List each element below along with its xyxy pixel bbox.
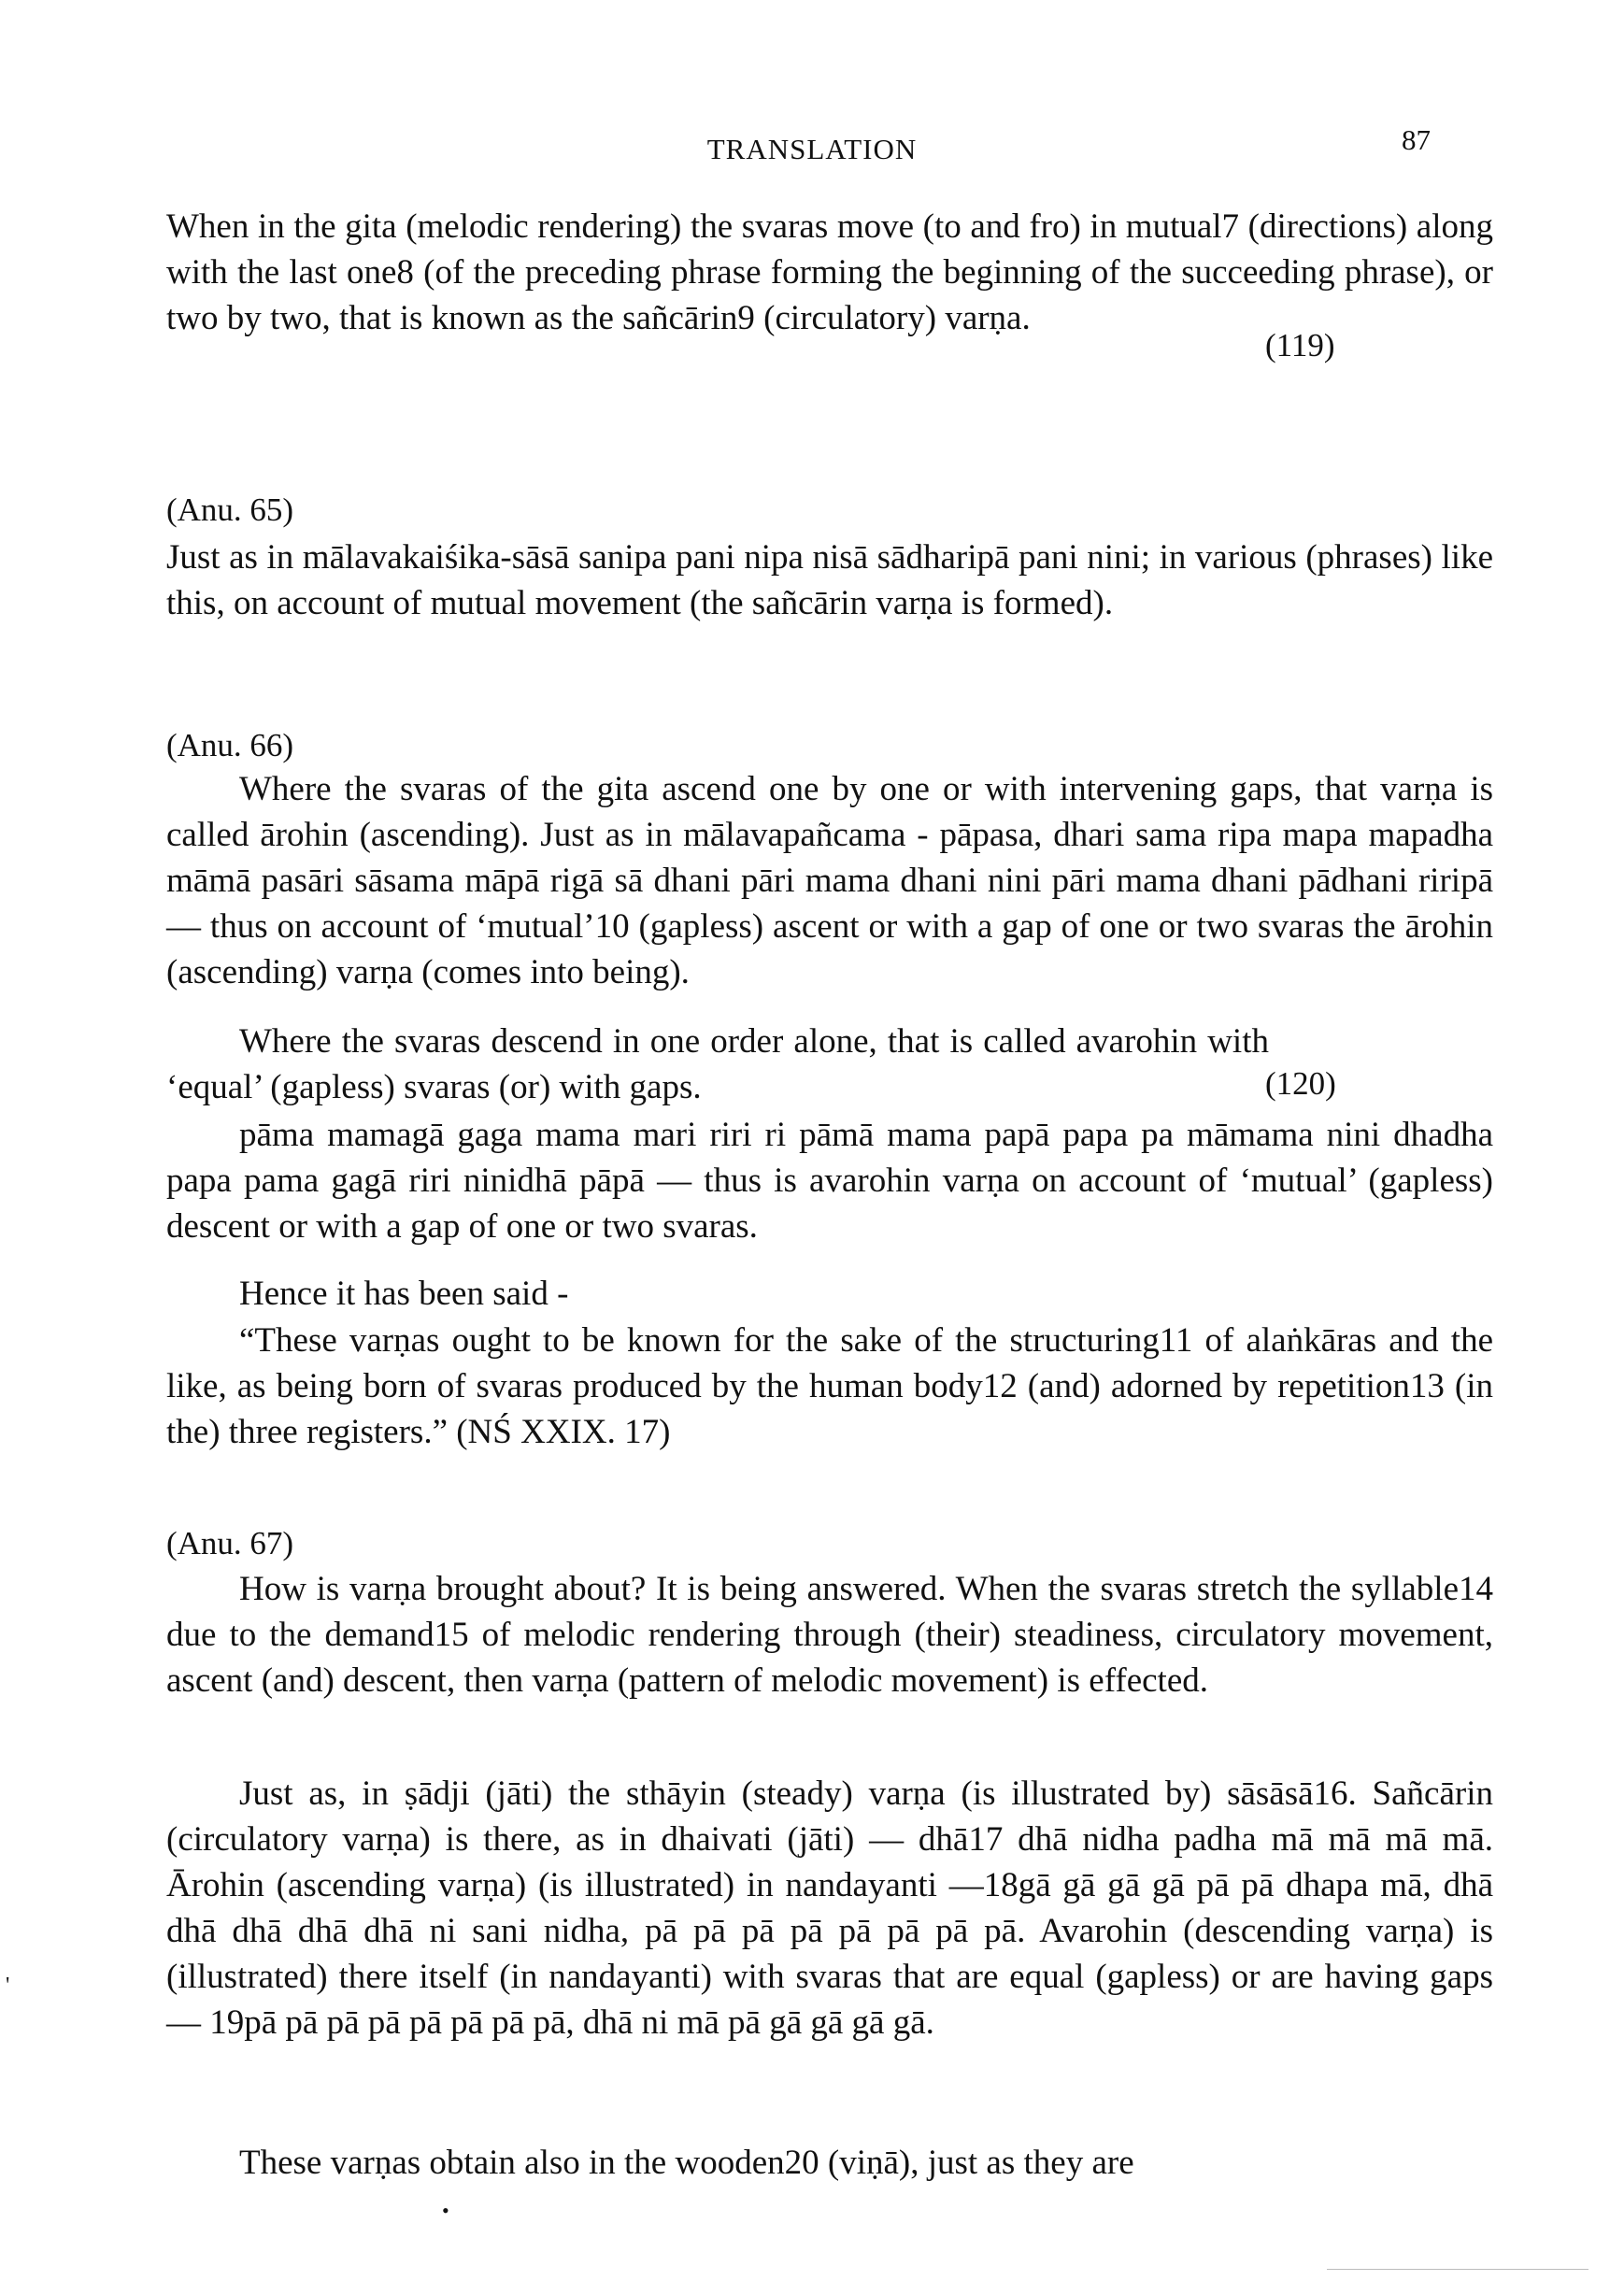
verse-number-120: (120) — [1265, 1065, 1336, 1102]
quote-natyasastra: “These varṇas ought to be known for the sake of the structuring11 of alaṅkāras and the like, as being born of svaras produced by the human body12 (and) adorned by repetition13 (in the) three registers.” (NŚ XXIX. 17) — [166, 1321, 1493, 1451]
anu-heading-65: (Anu. 65) — [166, 492, 294, 528]
paragraph-anu-67: How is varṇa brought about? It is being answered. When the svaras stretch the syllable14 due to the demand15 of melodic rendering through (their) steadiness, circulatory movement, ascent (and) descent, then varṇa (pattern of melodic movement) is effected. — [166, 1570, 1493, 1700]
running-head-title: TRANSLATION — [706, 133, 918, 165]
bottom-edge-line — [1327, 2269, 1588, 2270]
paragraph-anu-65: Just as in mālavakaiśika-sāsā sanipa pani nipa nisā sādharipā pani nini; in various (phrases) like this, on account of mutual movement (the sañcārin varṇa is formed). — [166, 538, 1493, 622]
paragraph-anu-66: Where the svaras of the gita ascend one by one or with intervening gaps, that varṇa is called ārohin (ascending). Just as in mālavapañcama - pāpasa, dhari sama ripa mapa mapadha māmā pasāri sāsama māpā rigā sā dhani pāri mama dhani nini pāri mama dhani pādhani riripā — thus on account of ‘mutual’10 (gapless) ascent or with a gap of one or two svaras the ārohin (ascending) varṇa (comes into being). — [166, 770, 1493, 991]
paragraph-jati-examples: Just as, in ṣādji (jāti) the sthāyin (steady) varṇa (is illustrated by) sāsāsā16. Sañcārin (circulatory varṇa) is there, as in dhaivati (jāti) — dhā17 dhā nidha padha mā mā mā mā. Ārohin (ascending varṇa) (is illustrated) in nandayanti —18gā gā gā gā pā pā dhapa mā, dhā dhā dhā dhā dhā ni sani nidha, pā pā pā pā pā pā pā pā. Avarohin (descending varṇa) is (illustrated) there itself (in nandayanti) with svaras that are equal (gapless) or are having gaps — 19pā pā pā pā pā pā pā pā, dhā ni mā pā gā gā gā gā. — [166, 1775, 1493, 2042]
paragraph-wooden-vina: These varṇas obtain also in the wooden20 (viṇā), just as they are — [239, 2144, 1134, 2182]
anu-heading-67: (Anu. 67) — [166, 1525, 294, 1561]
page-number: 87 — [1402, 123, 1431, 156]
paragraph-verse-119: When in the gita (melodic rendering) the svaras move (to and fro) in mutual7 (directions) along with the last one8 (of the preceding phrase forming the beginning of the succeeding phrase), or two by two, that is known as the sañcārin9 (circulatory) varṇa. — [166, 207, 1493, 337]
verse-number-119: (119) — [1265, 327, 1335, 363]
paragraph-hence-said: Hence it has been said - — [239, 1275, 569, 1313]
paragraph-avarohin-example: pāma mamagā gaga mama mari riri ri pāmā mama papā papa pa māmama nini dhadha papa pama gagā riri ninidhā pāpā — thus is avarohin varṇa on account of ‘mutual’ (gapless) descent or with a gap of one or two svaras. — [166, 1116, 1493, 1246]
anu-heading-66: (Anu. 66) — [166, 727, 294, 763]
stray-mark-edge: ' — [6, 1974, 10, 1998]
stray-mark-dot: • — [442, 2199, 449, 2222]
paragraph-avarohin: Where the svaras descend in one order alone, that is called avarohin with ‘equal’ (gapless) svaras (or) with gaps. — [166, 1022, 1269, 1106]
